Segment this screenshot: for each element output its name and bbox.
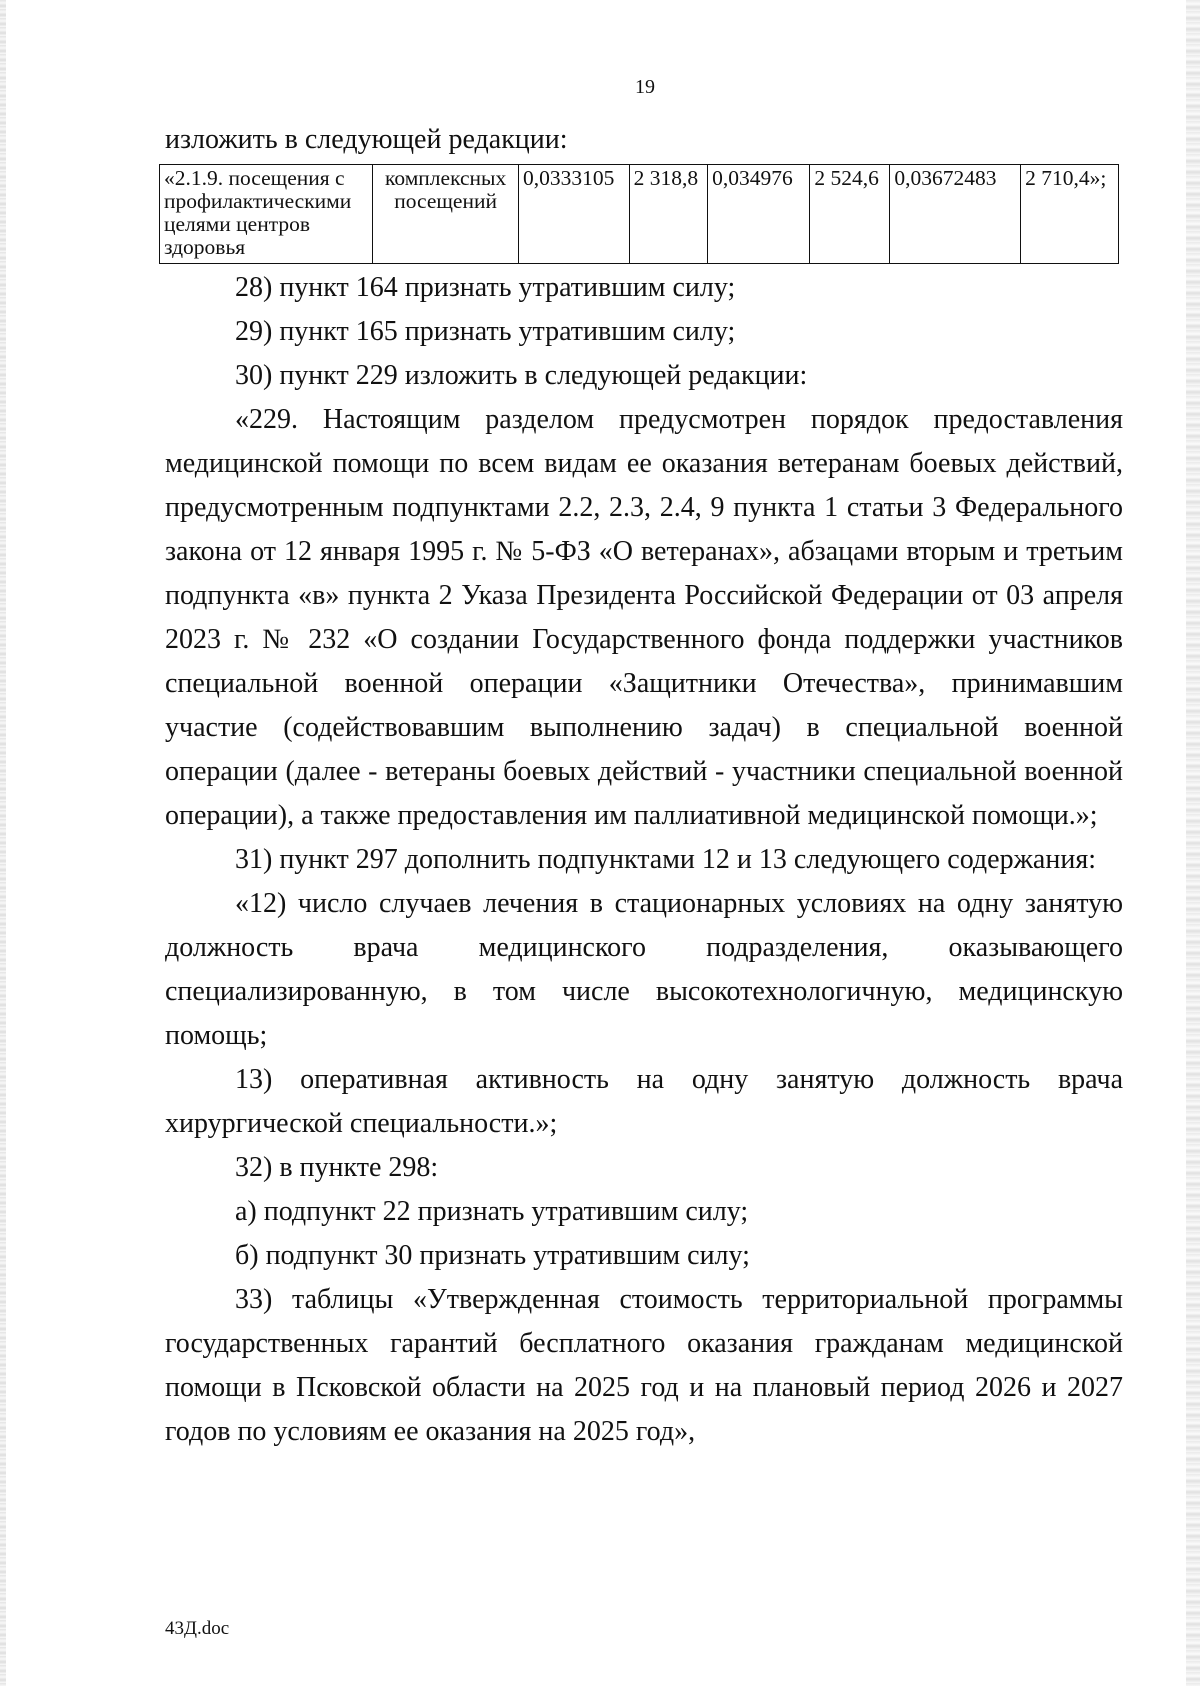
cell-name: «2.1.9. посещения с профилактическими целями центров здоровья <box>160 165 373 264</box>
document-body <box>165 118 1123 1454</box>
paragraph-item-32: 32) в пункте 298: <box>235 1152 439 1183</box>
paragraph-item-28: 28) пункт 164 признать утратившим силу; <box>235 272 736 303</box>
file-name-footer: 43Д.doc <box>165 1618 230 1639</box>
amendment-table <box>159 164 1119 264</box>
table-row <box>160 165 1119 264</box>
paragraph-point-229: «229. Настоящим разделом предусмотрен порядок предоставления медицинской помощи по всем видам ее оказания ветеранам боевых действий, предусмотренным подпунктами 2.2, 2.3, 2.4, 9 пункта 1 статьи 3 Федерального закона от 12 января 1995 г. № 5-ФЗ «О ветеранах», абзацами вторым и третьим подпункта «в» пункта 2 Указа Президента Российской Федерации от 03 апреля 2023 г. № 232 «О создании Государственного фонда поддержки участников специальной военной операции «Защитники Отечества», принимавшим участие (содействовавшим выполнению задач) в специальной военной операции (далее - ветераны боевых действий - участники специальной военной операции), а также предоставления им паллиативной медицинской помощи.»; <box>165 404 1123 831</box>
paragraph-subitem-13: 13) оперативная активность на одну занятую должность врача хирургической специальности.»; <box>165 1064 1123 1139</box>
cell-value-6: 2 710,4»; <box>1021 165 1119 264</box>
cell-value-3: 0,034976 <box>708 165 810 264</box>
cell-unit: комплексных посещений <box>373 165 519 264</box>
cell-value-1: 0,0333105 <box>518 165 629 264</box>
paragraph-item-31: 31) пункт 297 дополнить подпунктами 12 и 13 следующего содержания: <box>235 844 1096 875</box>
scan-edge-left <box>0 0 6 1686</box>
scan-edge-right <box>1186 0 1200 1686</box>
cell-value-4: 2 524,6 <box>810 165 890 264</box>
cell-value-2: 2 318,8 <box>629 165 707 264</box>
page-number: 19 <box>635 76 655 98</box>
cell-value-5: 0,03672483 <box>890 165 1021 264</box>
paragraph-subitem-12: «12) число случаев лечения в стационарных условиях на одну занятую должность врача медицинского подразделения, оказывающего специализированную, в том числе высокотехнологичную, медицинскую помощь; <box>165 888 1123 1051</box>
lead-text: изложить в следующей редакции: <box>165 124 568 155</box>
paragraph-item-32b: б) подпункт 30 признать утратившим силу; <box>235 1240 750 1271</box>
paragraph-item-30: 30) пункт 229 изложить в следующей редакции: <box>235 360 808 391</box>
paragraph-item-32a: а) подпункт 22 признать утратившим силу; <box>235 1196 749 1227</box>
paragraph-item-33: 33) таблицы «Утвержденная стоимость территориальной программы государственных гарантий бесплатного оказания гражданам медицинской помощи в Псковской области на 2025 год и на плановый период 2026 и 2027 годов по условиям ее оказания на 2025 год», <box>165 1284 1123 1447</box>
paragraph-item-29: 29) пункт 165 признать утратившим силу; <box>235 316 736 347</box>
